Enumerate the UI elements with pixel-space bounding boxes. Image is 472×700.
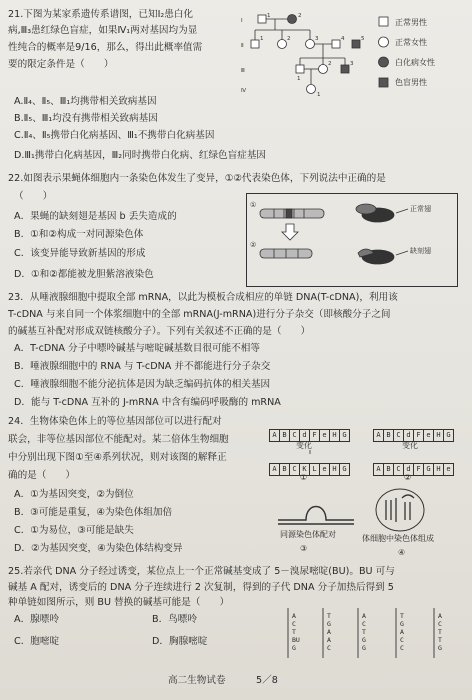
q24-line-4: 确的是（ ）: [8, 470, 76, 481]
legend-colorblind-male: 色盲男性: [395, 78, 427, 87]
fig3-pairing-diagram: [276, 490, 356, 530]
node-label: 1: [260, 36, 264, 42]
fig2-bottom-sequence: A B C d F G H e: [374, 456, 454, 476]
fig4-cell-diagram: [370, 486, 430, 534]
q21-option-d: D.Ⅲ₁携带白化病基因，Ⅲ₂同时携带白化病、红绿色盲症基因: [14, 150, 267, 161]
fig1-change-label: 变化: [296, 441, 312, 450]
single-strand-1: A C T BU G: [292, 612, 300, 652]
q22-option-a: A．果蝇的缺刻翅是基因 b 丢失造成的: [14, 211, 177, 222]
q25-option-c: C．胞嘧啶: [14, 636, 60, 647]
q22-stem: 22.如图表示果蝇体细胞内一条染色体发生了变异，①②代表染色体，下列说法中正确的是: [8, 173, 386, 184]
node-label: 2: [328, 61, 332, 67]
fig1-bottom-sequence: A B C K L e H G: [270, 456, 350, 476]
node-label: 1: [297, 76, 301, 82]
fig3-number: ③: [300, 544, 308, 553]
q23-option-b: B．唾液腺细胞中的 RNA 与 T-cDNA 并不都能进行分子杂交: [14, 361, 271, 372]
q25-line-3: 种单链如图所示，则 BU 替换的碱基可能是（ ）: [8, 597, 230, 608]
q21-line-2: 病,Ⅲ₃患红绿色盲症，如果Ⅳ₁两对基因均为显: [8, 25, 198, 36]
node-label: 2: [298, 13, 302, 19]
q22-option-c: C．该变异能导致新基因的形成: [14, 248, 146, 259]
fig1-top-sequence: A B C d F e H G: [270, 422, 350, 442]
q24-line-3: 中分别出现下图①至④系列状况，则对该图的解释正: [8, 452, 227, 463]
node-label: 2: [287, 36, 291, 42]
pedigree-diagram: [240, 12, 380, 107]
node-label: 1: [317, 92, 321, 98]
q21-line-1: 21.下图为某家系遗传系谱图，已知Ⅰ₂患白化: [8, 9, 194, 20]
q23-option-d: D．能与 T-cDNA 互补的 J-mRNA 中含有编码呼吸酶的 mRNA: [14, 397, 281, 408]
gen-label-2: Ⅱ: [241, 43, 244, 49]
notched-wing-label: 缺刻翅: [410, 247, 431, 255]
node-label: 5: [361, 36, 365, 42]
q23-line-3: 的碱基互补配对形成双链核酸分子）。下列有关叙述不正确的是（ ）: [8, 326, 311, 337]
q24-option-a: A．①为基因突变，②为倒位: [14, 489, 134, 500]
q24-option-b: B．③可能是重复，④为染色体组加倍: [14, 507, 173, 518]
q21-line-4: 要的限定条件是（ ）: [8, 59, 114, 70]
q24-line-1: 24．生物体染色体上的等位基因部位可以进行配对: [8, 416, 222, 427]
fig4-number: ④: [398, 548, 406, 557]
chrom-label-2: ②: [250, 241, 257, 249]
normal-wing-label: 正常翅: [410, 205, 431, 213]
single-strand-2: T G A A C: [327, 612, 331, 652]
fig3-label: 同源染色体配对: [280, 530, 336, 539]
fig2-top-sequence: A B C d F e H G: [374, 422, 454, 442]
q24-option-d: D．②为基因突变，④为染色体结构变异: [14, 543, 183, 554]
q24-line-2: 联会，非等位基因部位不能配对。某二倍体生物细胞: [8, 434, 229, 445]
footer-subject: 高二生物试卷: [168, 675, 226, 686]
pedigree-legend-symbols: [376, 14, 392, 94]
fig2-number: ②: [404, 473, 412, 482]
single-strand-4: T G A C C: [400, 612, 404, 652]
strand-backbones: [280, 606, 460, 662]
node-label: 4: [341, 36, 345, 42]
node-label: 1: [267, 13, 271, 19]
q23-option-a: A．T-cDNA 分子中嘌呤碱基与嘧啶碱基数目很可能不相等: [14, 343, 260, 354]
q25-option-a: A．腺嘌呤: [14, 614, 59, 625]
chrom-label-1: ①: [250, 201, 257, 209]
fig2-change-label: 变化: [402, 441, 418, 450]
legend-albino-female: 白化病女性: [395, 58, 435, 67]
q21-option-b: B.Ⅱ₅、Ⅲ₁均没有携带相关致病基因: [14, 113, 158, 124]
gen-label-1: Ⅰ: [241, 18, 243, 24]
legend-normal-male: 正常男性: [395, 18, 427, 27]
q21-option-c: C.Ⅱ₄、Ⅱ₅携带白化病基因、Ⅲ₁不携带白化病基因: [14, 130, 215, 141]
node-label: 3: [315, 36, 319, 42]
q21-option-a: A.Ⅱ₄、Ⅱ₅、Ⅲ₁均携带相关致病基因: [14, 96, 157, 107]
node-label: 3: [350, 61, 354, 67]
q24-option-c: C．①为易位，③可能是缺失: [14, 525, 134, 536]
single-strand-3: A C T G G: [362, 612, 366, 652]
gen-label-4: Ⅳ: [241, 88, 247, 94]
q23-option-c: C．唾液腺细胞不能分泌抗体是因为缺乏编码抗体的相关基因: [14, 379, 271, 390]
q22-stem-end: （ ）: [14, 191, 53, 202]
single-strand-5: A C T T G: [438, 612, 442, 652]
q22-option-d: D．①和②都能被龙胆紫溶液染色: [14, 269, 154, 280]
q21-line-3: 性纯合的概率是9/16，那么，得出此概率值需: [8, 42, 203, 53]
q25-line-2: 碱基 A 配对，诱变后的 DNA 分子连续进行 2 次复制，得到的子代 DNA 分子加热后得到 5: [8, 582, 394, 593]
chromosome-figure: [248, 195, 454, 283]
fig1-number: ①: [300, 473, 308, 482]
q22-option-b: B．①和②构成一对同源染色体: [14, 229, 144, 240]
q25-line-1: 25.若亲代 DNA 分子经过诱变，某位点上一个正常碱基变成了 5－溴尿嘧啶(BU)。BU 可与: [8, 566, 395, 577]
q25-option-b: B．鸟嘌呤: [152, 614, 197, 625]
footer-page: 5／8: [256, 675, 278, 686]
q23-line-2: T-cDNA 与来自同一个体浆细胞中的全部 mRNA(J-mRNA)进行分子杂交（即核酸分子之间: [8, 309, 391, 320]
fig1-arrow: [305, 440, 315, 456]
fig4-label: 体细胞中染色体组成: [362, 534, 434, 543]
q23-line-1: 23．从唾液腺细胞中提取全部 mRNA，以此为模板合成相应的单链 DNA(T-cDNA)，利用该: [8, 292, 398, 303]
legend-normal-female: 正常女性: [395, 38, 427, 47]
gen-label-3: Ⅲ: [241, 68, 245, 74]
q25-option-d: D．胸腺嘧啶: [152, 636, 208, 647]
